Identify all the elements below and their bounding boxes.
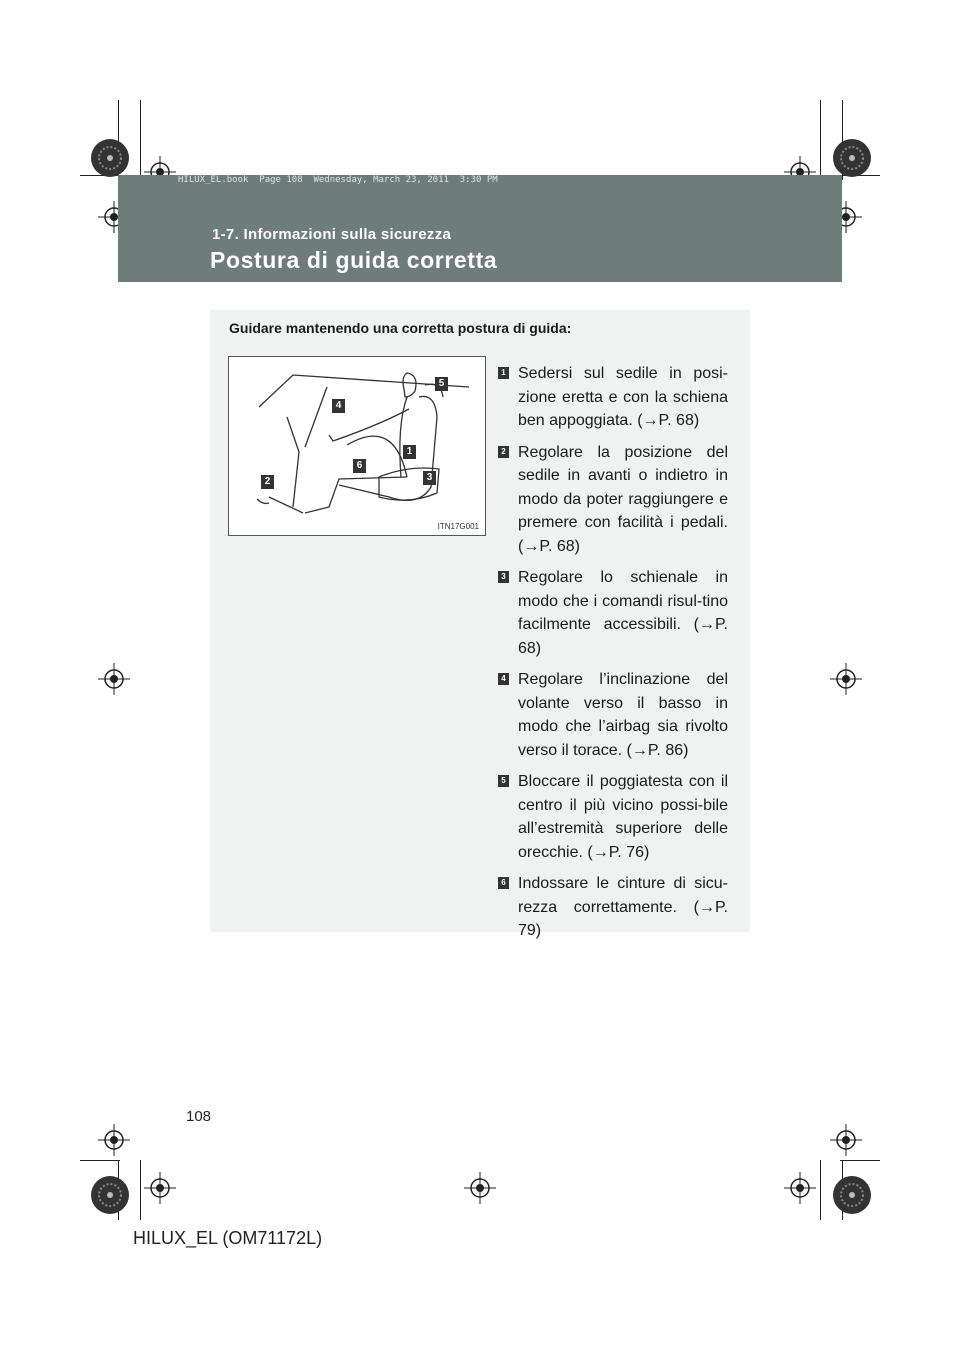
crop-mark	[140, 1160, 141, 1220]
step-number-badge: 1	[498, 367, 509, 379]
crop-mark	[80, 1160, 120, 1161]
step-number-badge: 6	[498, 877, 509, 889]
registration-mark-icon	[98, 663, 130, 695]
step-text: Regolare la posizione del sedile in avanti o indietro in modo da poter raggiungere e premere con facilità i pedali. (→P. 68)	[518, 443, 728, 555]
registration-mark-icon	[784, 1172, 816, 1204]
figure-label-6: 6	[353, 459, 366, 473]
step-text: Bloccare il poggiatesta con il centro il più vicino possi-bile all’estremità superiore delle orecchie. (→P. 76)	[518, 773, 728, 861]
document-code: HILUX_EL (OM71172L)	[133, 1228, 323, 1248]
page-number: 108	[186, 1108, 212, 1125]
step-text: Sedersi sul sedile in posi-zione eretta e con la schiena ben appoggiata. (→P. 68)	[518, 365, 728, 429]
figure-label-3: 3	[423, 471, 436, 485]
list-item	[498, 872, 728, 943]
print-info: HILUX_EL.book Page 108 Wednesday, March 23, 2011 3:30 PM	[178, 175, 498, 185]
step-number-badge: 2	[498, 446, 509, 458]
section-heading: 1-7. Informazioni sulla sicurezza	[212, 226, 452, 243]
page-title: Postura di guida corretta	[210, 247, 498, 273]
posture-steps-list	[498, 362, 728, 951]
registration-mark-icon	[98, 1124, 130, 1156]
color-rosette-icon	[90, 1175, 130, 1215]
figure-label-4: 4	[332, 399, 345, 413]
list-item	[498, 441, 728, 559]
color-rosette-icon	[832, 138, 872, 178]
registration-mark-icon	[830, 663, 862, 695]
step-number-badge: 3	[498, 571, 509, 583]
step-number-badge: 5	[498, 775, 509, 787]
registration-mark-icon	[144, 1172, 176, 1204]
crop-mark	[820, 1160, 821, 1220]
color-rosette-icon	[90, 138, 130, 178]
crop-mark	[140, 100, 141, 180]
crop-mark	[840, 1160, 880, 1161]
figure-code: ITN17G001	[437, 522, 479, 531]
step-text: Regolare lo schienale in modo che i comandi risul-tino facilmente accessibili. (→P. 68)	[518, 569, 728, 657]
color-rosette-icon	[832, 1175, 872, 1215]
intro-text: Guidare mantenendo una corretta postura di guida:	[229, 320, 572, 336]
step-number-badge: 4	[498, 673, 509, 685]
crop-mark	[820, 100, 821, 180]
list-item	[498, 566, 728, 660]
registration-mark-icon	[830, 1124, 862, 1156]
figure-label-1: 1	[403, 445, 416, 459]
list-item	[498, 668, 728, 762]
registration-mark-icon	[464, 1172, 496, 1204]
step-text: Regolare l’inclinazione del volante verso il basso in modo che l’airbag sia rivolto verso il torace. (→P. 86)	[518, 671, 728, 759]
driving-posture-illustration	[228, 356, 486, 536]
figure-label-5: 5	[435, 377, 448, 391]
list-item	[498, 770, 728, 864]
step-text: Indossare le cinture di sicu-rezza correttamente. (→P. 79)	[518, 875, 728, 939]
figure-label-2: 2	[261, 475, 274, 489]
list-item	[498, 362, 728, 433]
